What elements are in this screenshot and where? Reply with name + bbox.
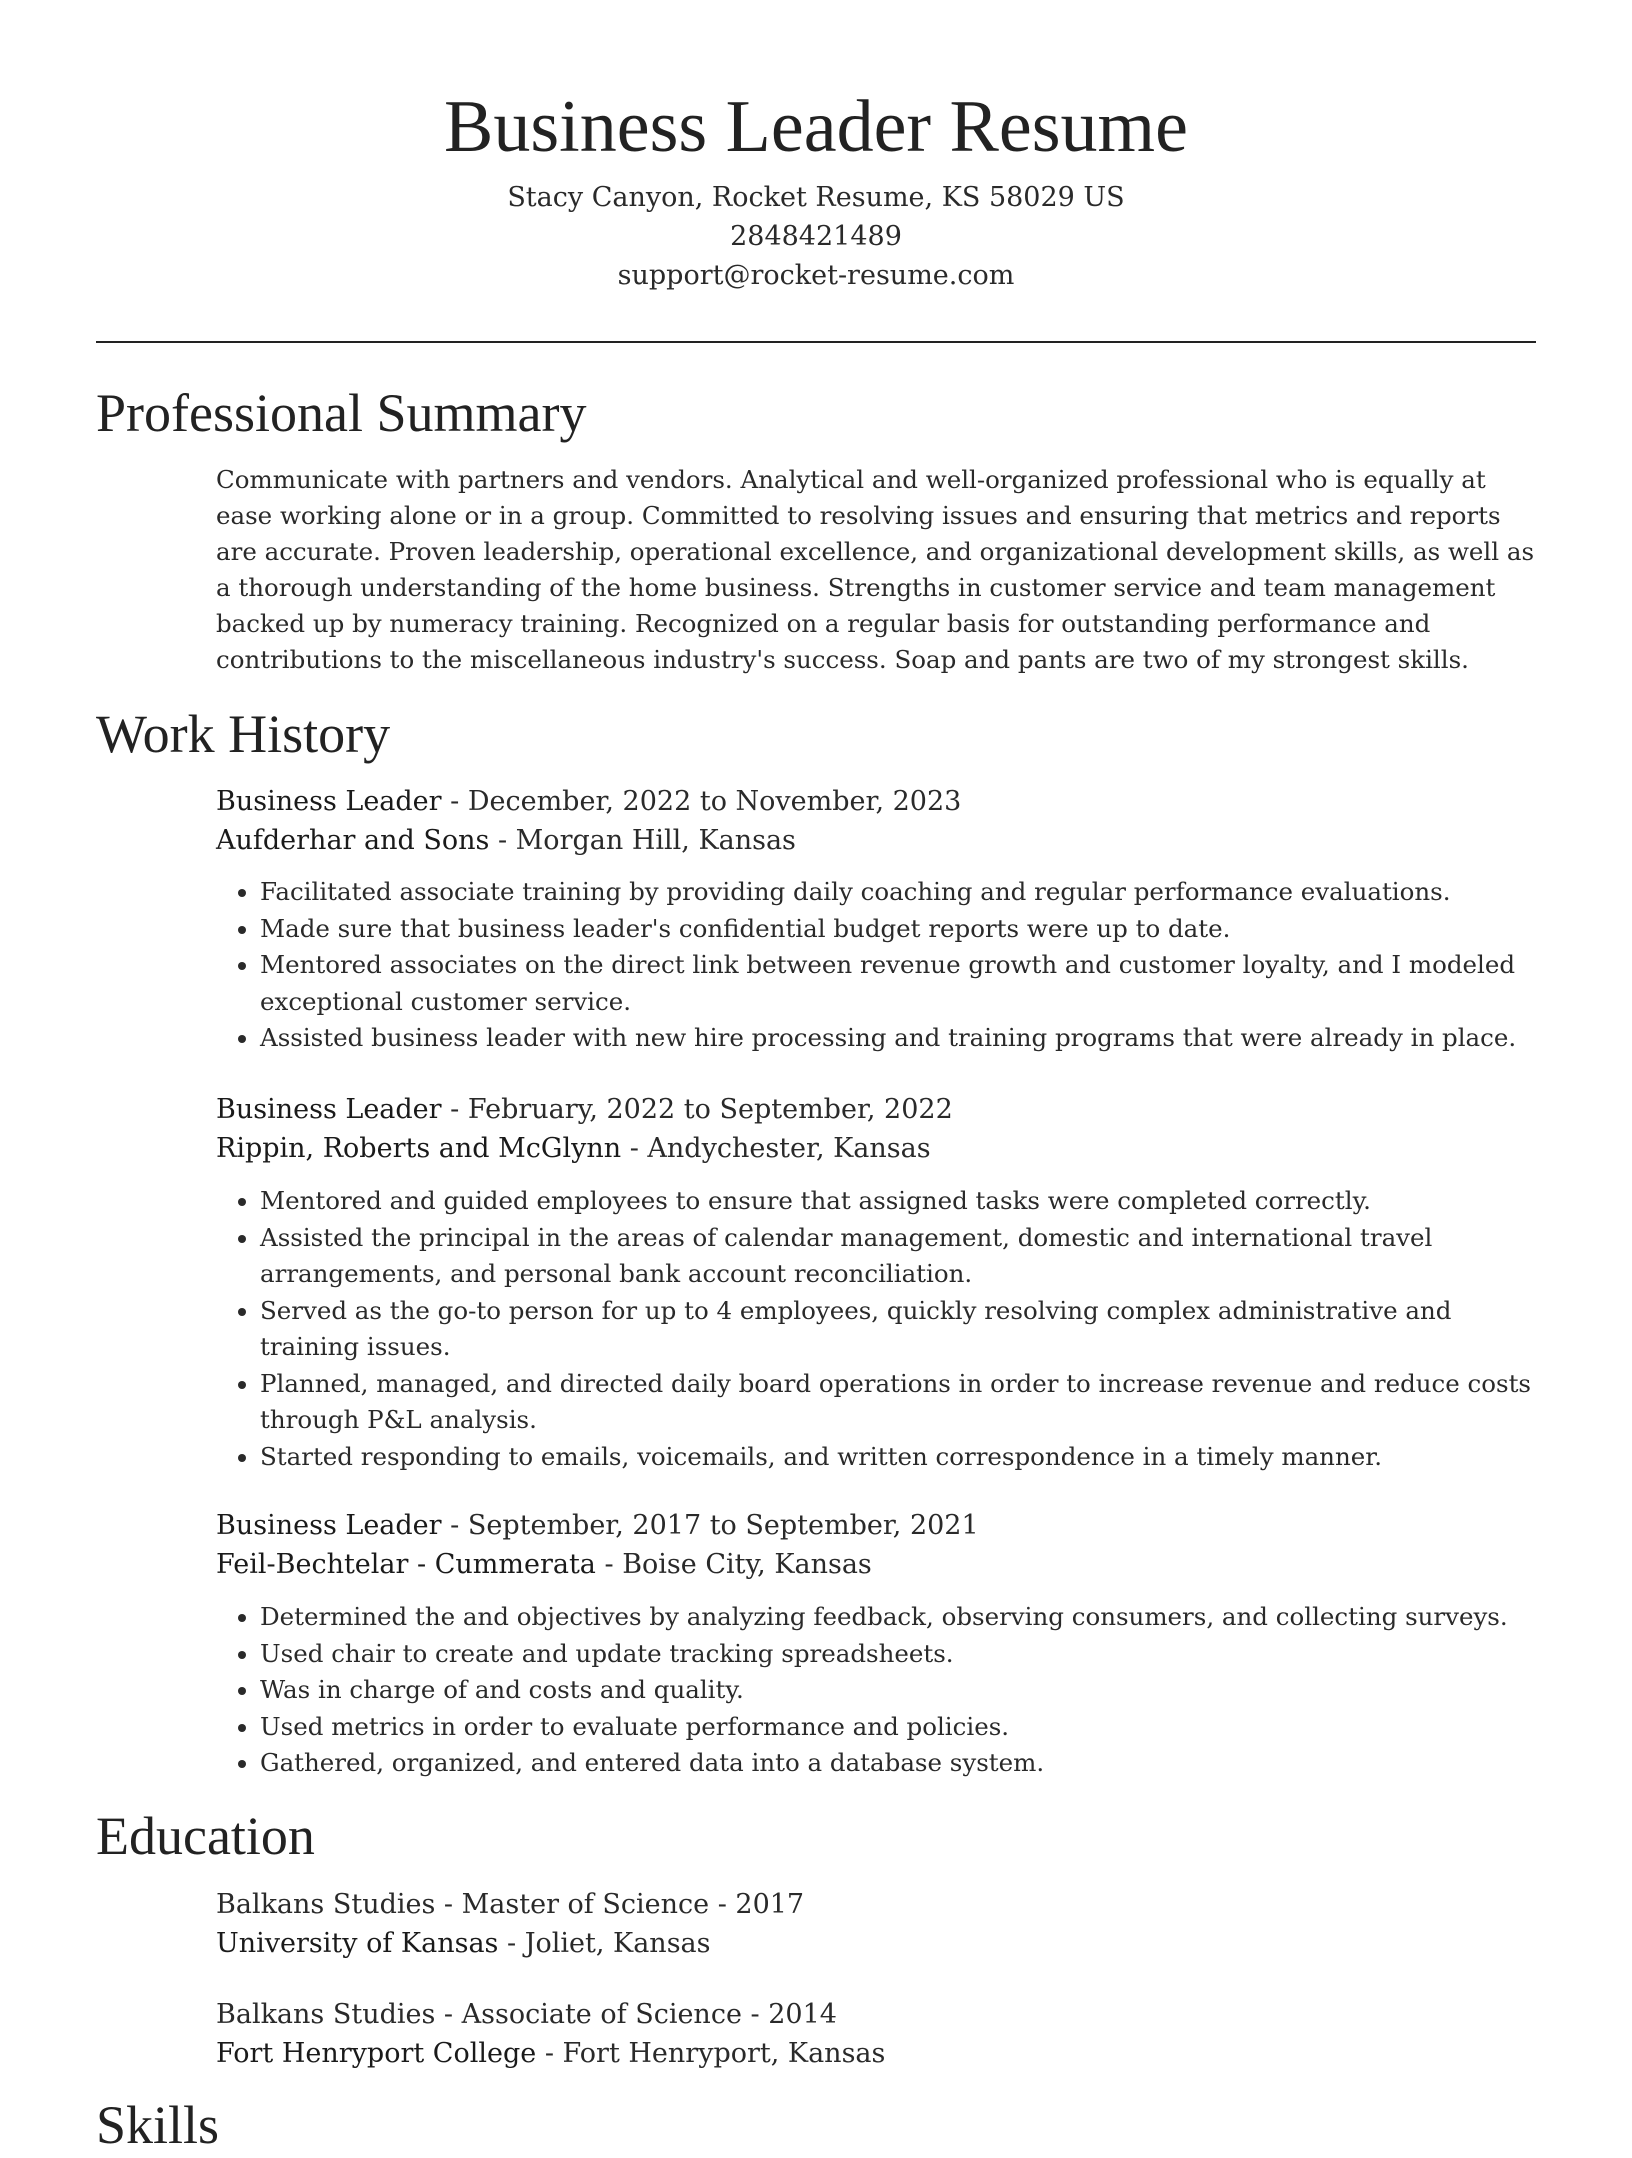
education-heading: Education (96, 1806, 315, 1866)
phone: 2848421489 (730, 221, 902, 252)
job-entry (216, 1090, 1536, 1475)
resume-title: Business Leader Resume (444, 86, 1188, 168)
education-entry (216, 1995, 1536, 2073)
summary-section (216, 462, 1536, 678)
school-location: - Joliet, Kansas (498, 1928, 711, 1959)
job-company-line (216, 821, 1536, 860)
job-location: - Boise City, Kansas (595, 1549, 872, 1580)
job-dates: - September, 2017 to September, 2021 (441, 1510, 979, 1541)
degree-line: Balkans Studies - Associate of Science - 2014 (216, 1999, 837, 2030)
job-bullet: • Gathered, organized, and entered data into a database system. (260, 1745, 1536, 1782)
job-bullet: • Used chair to create and update tracking spreadsheets. (260, 1636, 1536, 1673)
job-bullets (216, 1599, 1536, 1782)
school-line (216, 1924, 1536, 1963)
contact-info (96, 178, 1536, 295)
email: support@rocket-resume.com (617, 260, 1015, 291)
job-title: Business Leader (216, 1094, 442, 1125)
job-bullet: • Made sure that business leader's confidential budget reports were up to date. (260, 911, 1536, 948)
job-dates: - December, 2022 to November, 2023 (441, 786, 962, 817)
job-title-line (216, 1090, 1536, 1129)
job-bullets (216, 1183, 1536, 1475)
job-company: Feil-Bechtelar - Cummerata (216, 1549, 596, 1580)
degree-line: Balkans Studies - Master of Science - 2017 (216, 1889, 805, 1920)
job-bullet: • Mentored and guided employees to ensure that assigned tasks were completed correctly. (260, 1183, 1536, 1220)
job-title-line (216, 782, 1536, 821)
job-bullet: • Facilitated associate training by providing daily coaching and regular performance evaluations. (260, 874, 1536, 911)
school-name: University of Kansas (216, 1928, 499, 1959)
job-company: Aufderhar and Sons (216, 825, 490, 856)
job-bullets (216, 874, 1536, 1057)
job-bullet: • Was in charge of and costs and quality. (260, 1672, 1536, 1709)
job-bullet: • Assisted the principal in the areas of calendar management, domestic and international travel arrangements, and personal bank account reconciliation. (260, 1220, 1536, 1293)
job-dates: - February, 2022 to September, 2022 (441, 1094, 953, 1125)
header-divider (96, 341, 1536, 343)
skills-heading: Skills (96, 2095, 220, 2155)
job-title-line (216, 1506, 1536, 1545)
job-location: - Morgan Hill, Kansas (489, 825, 796, 856)
job-bullet: • Used metrics in order to evaluate performance and policies. (260, 1709, 1536, 1746)
summary-heading: Professional Summary (96, 383, 587, 443)
job-company-line (216, 1545, 1536, 1584)
work-history-heading: Work History (96, 704, 391, 764)
education-entry (216, 1885, 1536, 1963)
job-company: Rippin, Roberts and McGlynn (216, 1133, 622, 1164)
job-title: Business Leader (216, 786, 442, 817)
resume-header (96, 82, 1536, 295)
address: Stacy Canyon, Rocket Resume, KS 58029 US (507, 182, 1125, 213)
job-entry (216, 782, 1536, 1057)
summary-text: Communicate with partners and vendors. Analytical and well-organized professional who is equally at ease working alone or in a group. Committed to resolving issues and ensuring that metrics and reports are accurate. Proven leadership, operational excellence, and organizational development skills, as well as a thorough understanding of the home business. Strengths in customer service and team management backed up by numeracy training. Recognized on a regular basis for outstanding performance and contributions to the miscellaneous industry's success. Soap and pants are two of my strongest skills. (216, 465, 1535, 674)
job-location: - Andychester, Kansas (621, 1133, 931, 1164)
school-name: Fort Henryport College (216, 2038, 537, 2069)
job-title: Business Leader (216, 1510, 442, 1541)
job-bullet: • Planned, managed, and directed daily board operations in order to increase revenue and reduce costs through P&L analysis. (260, 1366, 1536, 1439)
job-bullet: • Mentored associates on the direct link between revenue growth and customer loyalty, and I modeled exceptional customer service. (260, 947, 1536, 1020)
school-line (216, 2034, 1536, 2073)
job-bullet: • Determined the and objectives by analyzing feedback, observing consumers, and collecting surveys. (260, 1599, 1536, 1636)
job-company-line (216, 1129, 1536, 1168)
job-bullet: • Served as the go-to person for up to 4 employees, quickly resolving complex administrative and training issues. (260, 1293, 1536, 1366)
job-bullet: • Assisted business leader with new hire processing and training programs that were already in place. (260, 1020, 1536, 1057)
job-bullet: • Started responding to emails, voicemails, and written correspondence in a timely manner. (260, 1439, 1536, 1476)
job-entry (216, 1506, 1536, 1782)
school-location: - Fort Henryport, Kansas (536, 2038, 886, 2069)
